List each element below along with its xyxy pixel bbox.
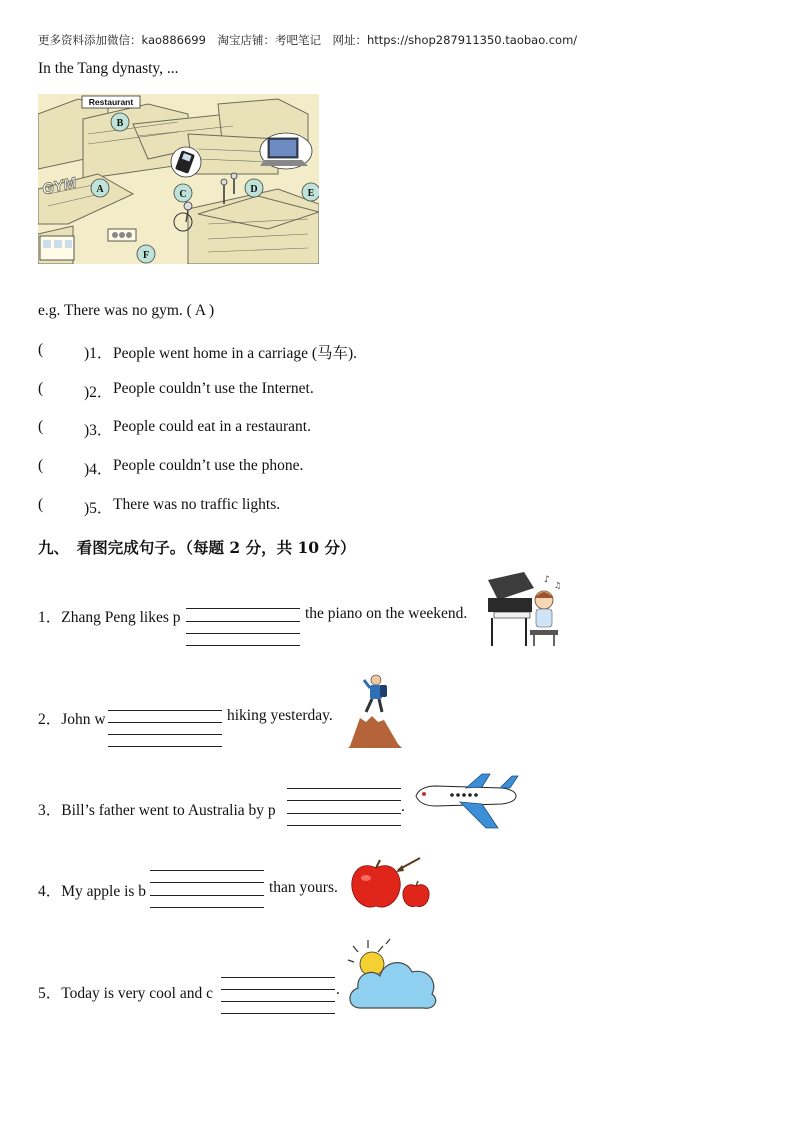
q1-blank-line-1[interactable]: [186, 608, 300, 609]
q4-suffix: than yours.: [269, 879, 338, 896]
item-number: )5．: [84, 500, 113, 517]
sun-behind-cloud-picture: [346, 938, 440, 1014]
page-header: 更多资料添加微信：kao886699 淘宝店铺：考吧笔记 网址：https://shop287911350.taobao.com/: [38, 33, 578, 47]
answer-paren-open[interactable]: (: [38, 457, 44, 474]
q1-prefix: 1．Zhang Peng likes p: [38, 609, 181, 626]
q5-prefix: 5．Today is very cool and c: [38, 985, 213, 1002]
judge-item-5: [38, 496, 438, 516]
q3-prefix: 3．Bill’s father went to Australia by p: [38, 802, 276, 819]
label-e: E: [307, 188, 315, 199]
q2-blank-line-1[interactable]: [108, 710, 222, 711]
judge-item-3: [38, 418, 438, 438]
item-number: )2．: [84, 384, 113, 401]
q4-blank-line-1[interactable]: [150, 870, 264, 871]
q2-blank-line-4[interactable]: [108, 746, 222, 747]
q5-blank-line-2[interactable]: [221, 989, 335, 990]
q2-blank-line-2[interactable]: [108, 722, 222, 723]
tang-street-picture: [38, 94, 319, 264]
q3-suffix: .: [401, 798, 405, 815]
q2-suffix: hiking yesterday.: [227, 707, 333, 724]
restaurant-sign: Restaurant: [88, 97, 134, 107]
item-number: )3．: [84, 422, 113, 439]
label-b: B: [116, 118, 124, 129]
item-text: People couldn’t use the phone.: [113, 457, 304, 474]
q3-blank-line-4[interactable]: [287, 825, 401, 826]
item-text: People could eat in a restaurant.: [113, 418, 311, 435]
gym-sign: GYM: [40, 174, 78, 199]
item-text: There was no traffic lights.: [113, 496, 281, 513]
judge-item-4: [38, 457, 438, 477]
q3-blank-line-3[interactable]: [287, 813, 401, 814]
q1-suffix: the piano on the weekend.: [305, 605, 468, 622]
q5-suffix: .: [336, 981, 340, 998]
q4-blank-line-2[interactable]: [150, 882, 264, 883]
q5-blank-line-4[interactable]: [221, 1013, 335, 1014]
svg-text:♫: ♫: [554, 581, 562, 590]
q4-blank-line-4[interactable]: [150, 907, 264, 908]
intro-text: In the Tang dynasty, ...: [38, 60, 179, 77]
example-sentence: e.g. There was no gym. ( A ): [38, 302, 215, 319]
label-d: D: [250, 184, 258, 195]
hiker-picture: [346, 672, 406, 750]
airplane-picture: [412, 772, 520, 830]
q4-prefix: 4．My apple is b: [38, 883, 147, 900]
q3-blank-line-2[interactable]: [287, 800, 401, 801]
item-number: )1．: [84, 345, 113, 362]
item-number: )4．: [84, 461, 113, 478]
answer-paren-open[interactable]: (: [38, 341, 44, 358]
item-text: People went home in a carriage (马车).: [113, 345, 358, 362]
label-f: F: [142, 250, 150, 261]
answer-paren-open[interactable]: (: [38, 418, 44, 435]
answer-paren-open[interactable]: (: [38, 496, 44, 513]
q1-blank-line-3[interactable]: [186, 633, 300, 634]
answer-paren-open[interactable]: (: [38, 380, 44, 397]
svg-text:♪: ♪: [544, 575, 550, 585]
q3-blank-line-1[interactable]: [287, 788, 401, 789]
q5-blank-line-3[interactable]: [221, 1001, 335, 1002]
q5-blank-line-1[interactable]: [221, 977, 335, 978]
label-c: C: [179, 189, 187, 200]
q1-blank-line-4[interactable]: [186, 645, 300, 646]
section-9-title: 九、 看图完成句子。（每题 2 分，共 10 分）: [38, 538, 356, 557]
q2-prefix: 2．John w: [38, 711, 106, 728]
item-text: People couldn’t use the Internet.: [113, 380, 314, 397]
judge-item-1: [38, 341, 438, 361]
label-a: A: [96, 184, 104, 195]
q2-blank-line-3[interactable]: [108, 734, 222, 735]
piano-player-picture: [484, 570, 566, 652]
q4-blank-line-3[interactable]: [150, 895, 264, 896]
judge-item-2: [38, 380, 438, 400]
apples-picture: [350, 856, 434, 912]
q1-blank-line-2[interactable]: [186, 621, 300, 622]
